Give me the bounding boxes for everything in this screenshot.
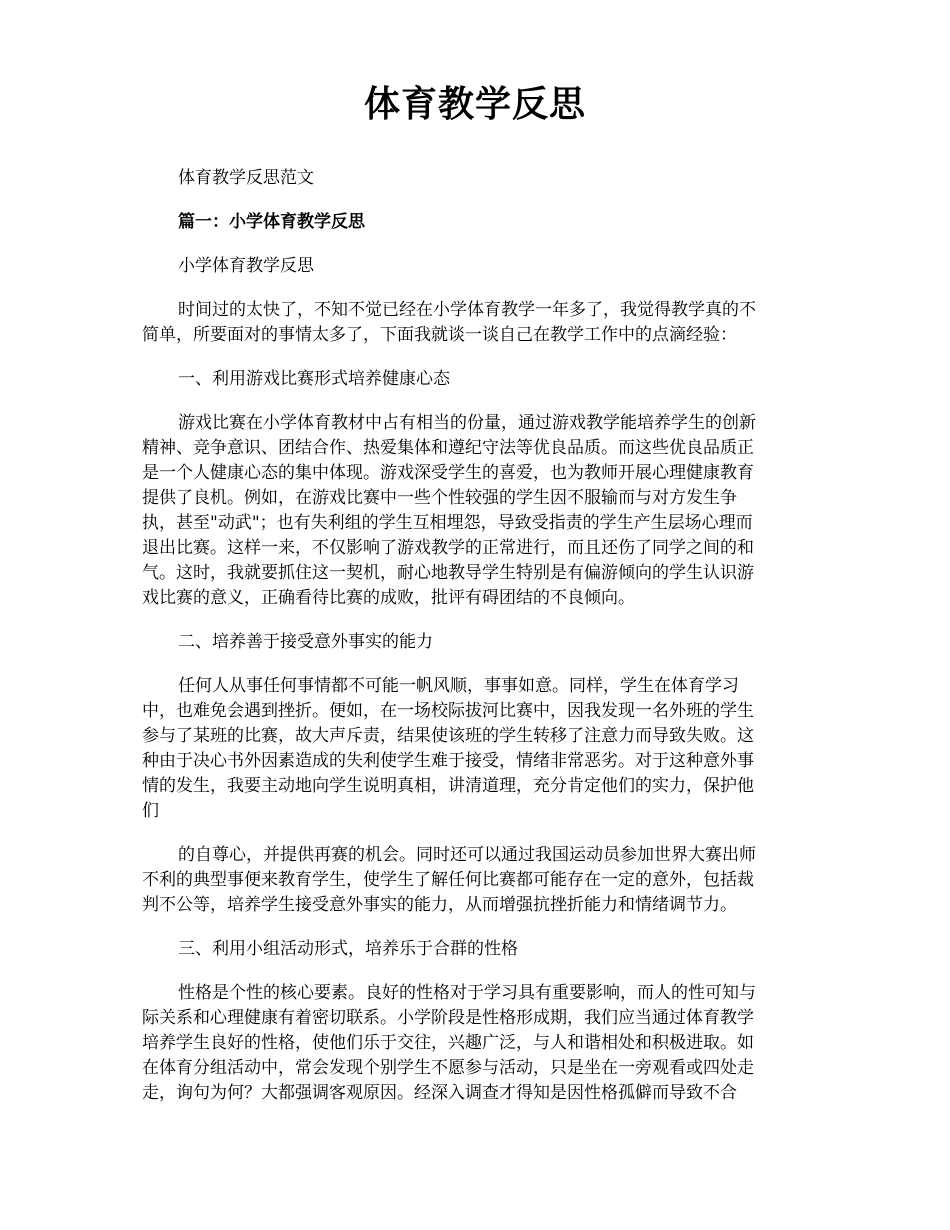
paragraph-line: 不利的典型事便来教育学生，使学生了解任何比赛都可能存在一定的意外，包括裁 bbox=[142, 870, 754, 890]
paragraph-line: 执，甚至"动武"；也有失利组的学生互相埋怨，导致受指责的学生产生层场心理而 bbox=[142, 513, 753, 533]
section-heading-block bbox=[142, 210, 814, 235]
paragraph bbox=[142, 981, 814, 1106]
section-title: 小学体育教学反思 bbox=[178, 256, 314, 276]
subtitle-block bbox=[142, 166, 814, 191]
section-subheading bbox=[142, 630, 814, 655]
document-body bbox=[142, 166, 814, 1125]
document-title: 体育教学反思 bbox=[363, 83, 586, 125]
paragraph-line: 走，询句为何？大都强调客观原因。经深入调查才得知是因性格孤僻而导致不合 bbox=[142, 1083, 737, 1103]
paragraph-line: 一、利用游戏比赛形式培养健康心态 bbox=[178, 369, 450, 389]
paragraph-line: 提供了良机。例如，在游戏比赛中一些个性较强的学生因不服输而与对方发生争 bbox=[142, 488, 737, 508]
paragraph bbox=[142, 411, 814, 611]
paragraph-line: 时间过的太快了，不知不觉已经在小学体育教学一年多了，我觉得教学真的不 bbox=[178, 300, 756, 320]
section-subheading bbox=[142, 367, 814, 392]
paragraph-line: 气。这时，我就要抓住这一契机，耐心地教导学生特别是有偏游倾向的学生认识游 bbox=[142, 563, 754, 583]
paragraph-line: 简单，所要面对的事情太多了，下面我就谈一谈自己在教学工作中的点滴经验： bbox=[142, 325, 737, 345]
paragraph-line: 戏比赛的意义，正确看待比赛的成败，批评有碍团结的不良倾向。 bbox=[142, 588, 635, 608]
paragraph-line: 种由于决心书外因素造成的失利使学生难于接受，情绪非常恶劣。对于这种意外事 bbox=[142, 751, 754, 771]
document-subtitle: 体育教学反思范文 bbox=[178, 168, 314, 188]
paragraph-line: 判不公等，培养学生接受意外事实的能力，从而增强抗挫折能力和情绪调节力。 bbox=[142, 895, 737, 915]
paragraph-line: 培养学生良好的性格，使他们乐于交往，兴趣广泛，与人和谐相处和积极进取。如 bbox=[142, 1033, 754, 1053]
paragraph-line: 情的发生，我要主动地向学生说明真相，讲清道理，充分肯定他们的实力，保护他 bbox=[142, 776, 754, 796]
paragraph-line: 性格是个性的核心要素。良好的性格对于学习具有重要影响，而人的性可知与 bbox=[178, 983, 756, 1003]
paragraph-line: 参与了某班的比赛，故大声斥责，结果使该班的学生转移了注意力而导致失败。这 bbox=[142, 726, 754, 746]
paragraph-line: 三、利用小组活动形式，培养乐于合群的性格 bbox=[178, 939, 518, 959]
paragraph-line: 退出比赛。这样一来，不仅影响了游戏教学的正常进行，而且还伤了同学之间的和 bbox=[142, 538, 754, 558]
paragraph bbox=[142, 298, 814, 348]
paragraph bbox=[142, 843, 814, 918]
paragraph-line: 的自尊心，并提供再赛的机会。同时还可以通过我国运动员参加世界大赛出师 bbox=[178, 845, 756, 865]
section-title-block bbox=[142, 254, 814, 279]
paragraph-line: 们 bbox=[142, 801, 159, 821]
paragraph-line: 中，也难免会遇到挫折。便如，在一场校际拔河比赛中，因我发现一名外班的学生 bbox=[142, 701, 754, 721]
section-subheading bbox=[142, 937, 814, 962]
section-heading: 篇一：小学体育教学反思 bbox=[178, 212, 365, 232]
paragraph-line: 游戏比赛在小学体育教材中占有相当的份量，通过游戏教学能培养学生的创新 bbox=[178, 413, 756, 433]
paragraph-line: 在体育分组活动中，常会发现个别学生不愿参与活动，只是坐在一旁观看或四处走 bbox=[142, 1058, 754, 1078]
paragraph-line: 任何人从事任何事情都不可能一帆风顺，事事如意。同样，学生在体育学习 bbox=[178, 676, 739, 696]
paragraph-line: 际关系和心理健康有着密切联系。小学阶段是性格形成期，我们应当通过体育教学 bbox=[142, 1008, 754, 1028]
paragraph-line: 是一个人健康心态的集中体现。游戏深受学生的喜爱，也为教师开展心理健康教育 bbox=[142, 463, 754, 483]
paragraph-line: 精神、竞争意识、团结合作、热爱集体和遵纪守法等优良品质。而这些优良品质正 bbox=[142, 438, 754, 458]
paragraph-line: 二、培养善于接受意外事实的能力 bbox=[178, 632, 433, 652]
paragraph bbox=[142, 674, 814, 824]
